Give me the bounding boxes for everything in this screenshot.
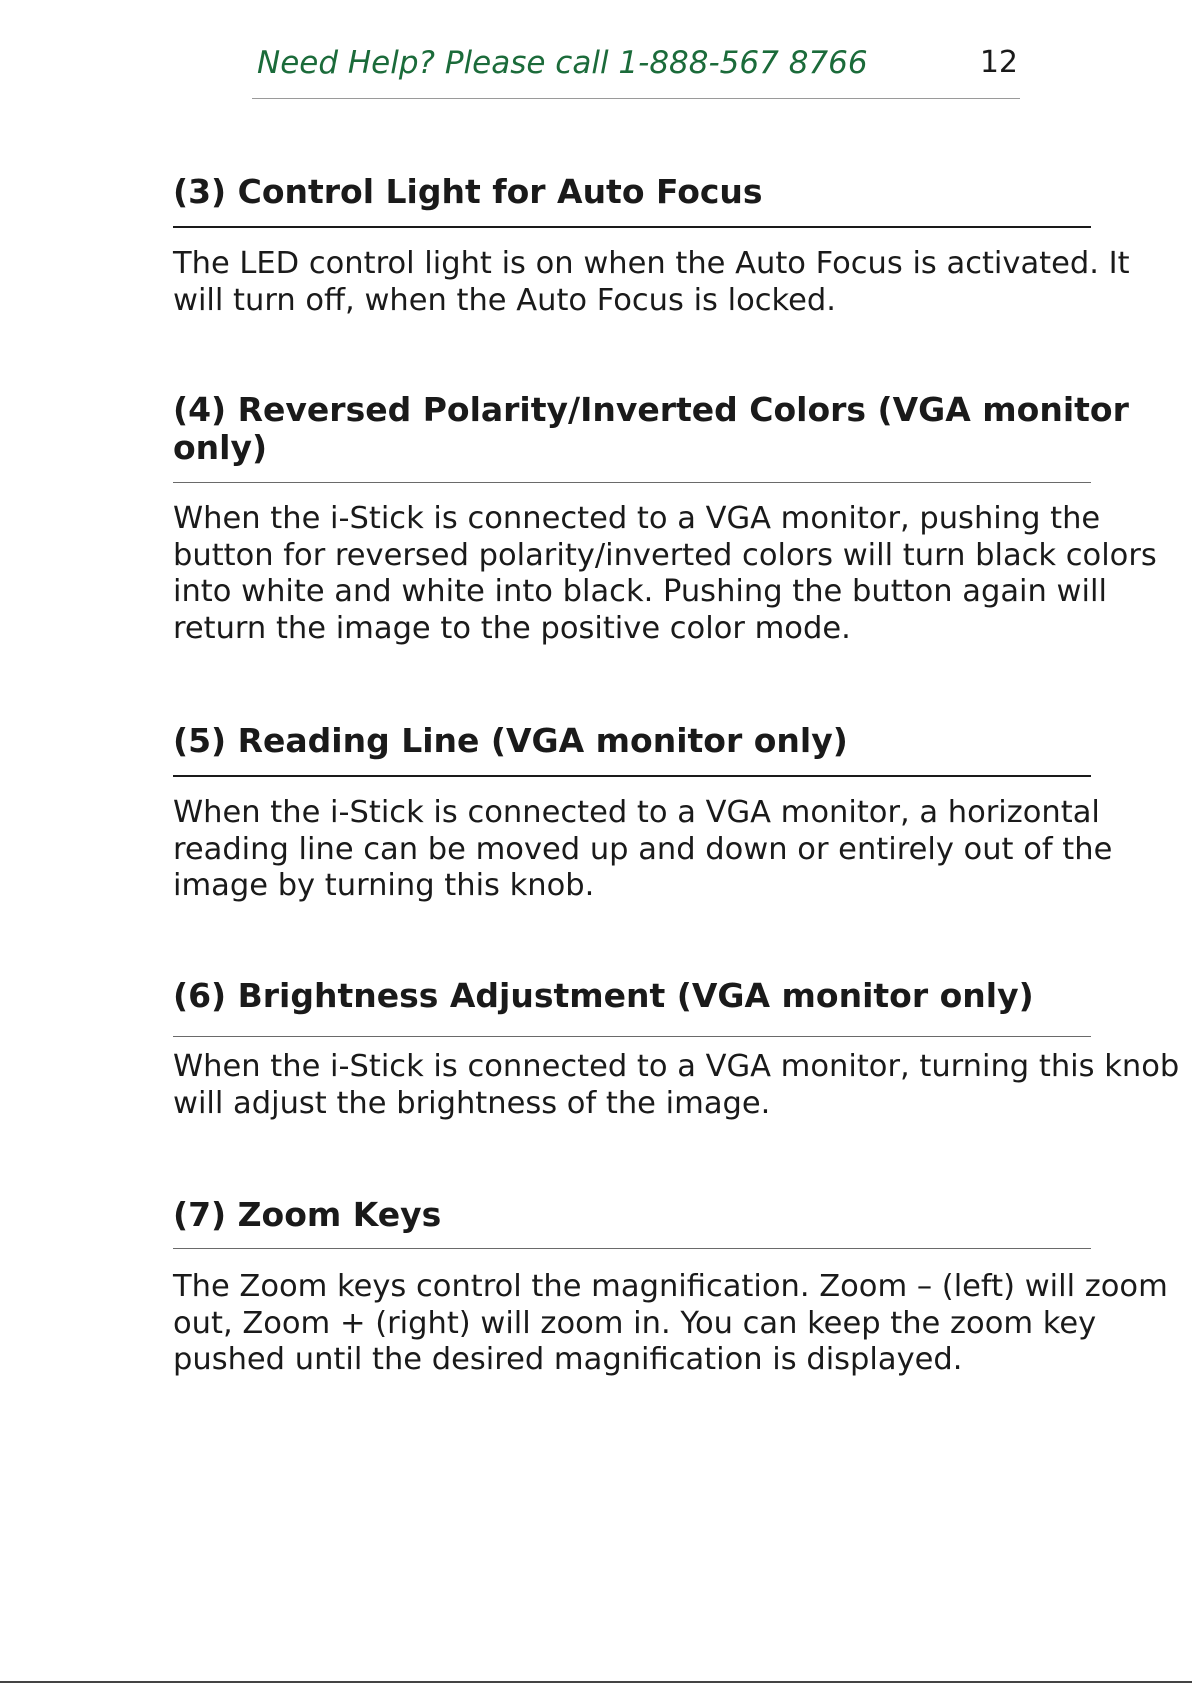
section-body: When the i-Stick is connected to a VGA monitor, a horizontal reading line can be moved up and down or entirely out of the image by turning this knob. [173, 795, 1113, 903]
section-divider [173, 226, 1091, 228]
section-body: When the i-Stick is connected to a VGA monitor, pushing the button for reversed polarity/inverted colors will turn black colors into white and white into black. Pushing the button again will return the image to the positive color mode. [173, 501, 1157, 646]
section-title: (7) Zoom Keys [173, 1195, 442, 1234]
section-divider [173, 1036, 1091, 1037]
section-zoom-keys [173, 1196, 1183, 1379]
section-body: The Zoom keys control the magnification. Zoom – (left) will zoom out, Zoom + (right) will zoom in. You can keep the zoom key pushed until the desired magnification is displayed. [173, 1269, 1168, 1377]
section-divider [173, 775, 1091, 777]
help-line: Need Help? Please call 1-888-567 8766 [257, 45, 868, 81]
section-body: When the i-Stick is connected to a VGA monitor, turning this knob will adjust the brightness of the image. [173, 1049, 1180, 1121]
header-divider [252, 98, 1020, 99]
section-control-light [173, 173, 1183, 319]
section-title: (6) Brightness Adjustment (VGA monitor only) [173, 976, 1034, 1015]
section-title: (5) Reading Line (VGA monitor only) [173, 721, 848, 760]
page-header [252, 36, 1020, 100]
section-reading-line [173, 722, 1183, 905]
section-body: The LED control light is on when the Auto Focus is activated. It will turn off, when the Auto Focus is locked. [173, 246, 1130, 318]
section-title: (4) Reversed Polarity/Inverted Colors (VGA monitor only) [173, 390, 1129, 467]
page-number: 12 [979, 45, 1018, 80]
section-title: (3) Control Light for Auto Focus [173, 172, 763, 211]
section-divider [173, 482, 1091, 483]
section-brightness [173, 977, 1183, 1122]
page-bottom-edge [0, 1681, 1192, 1683]
section-divider [173, 1248, 1091, 1249]
section-reversed-polarity [173, 391, 1183, 647]
